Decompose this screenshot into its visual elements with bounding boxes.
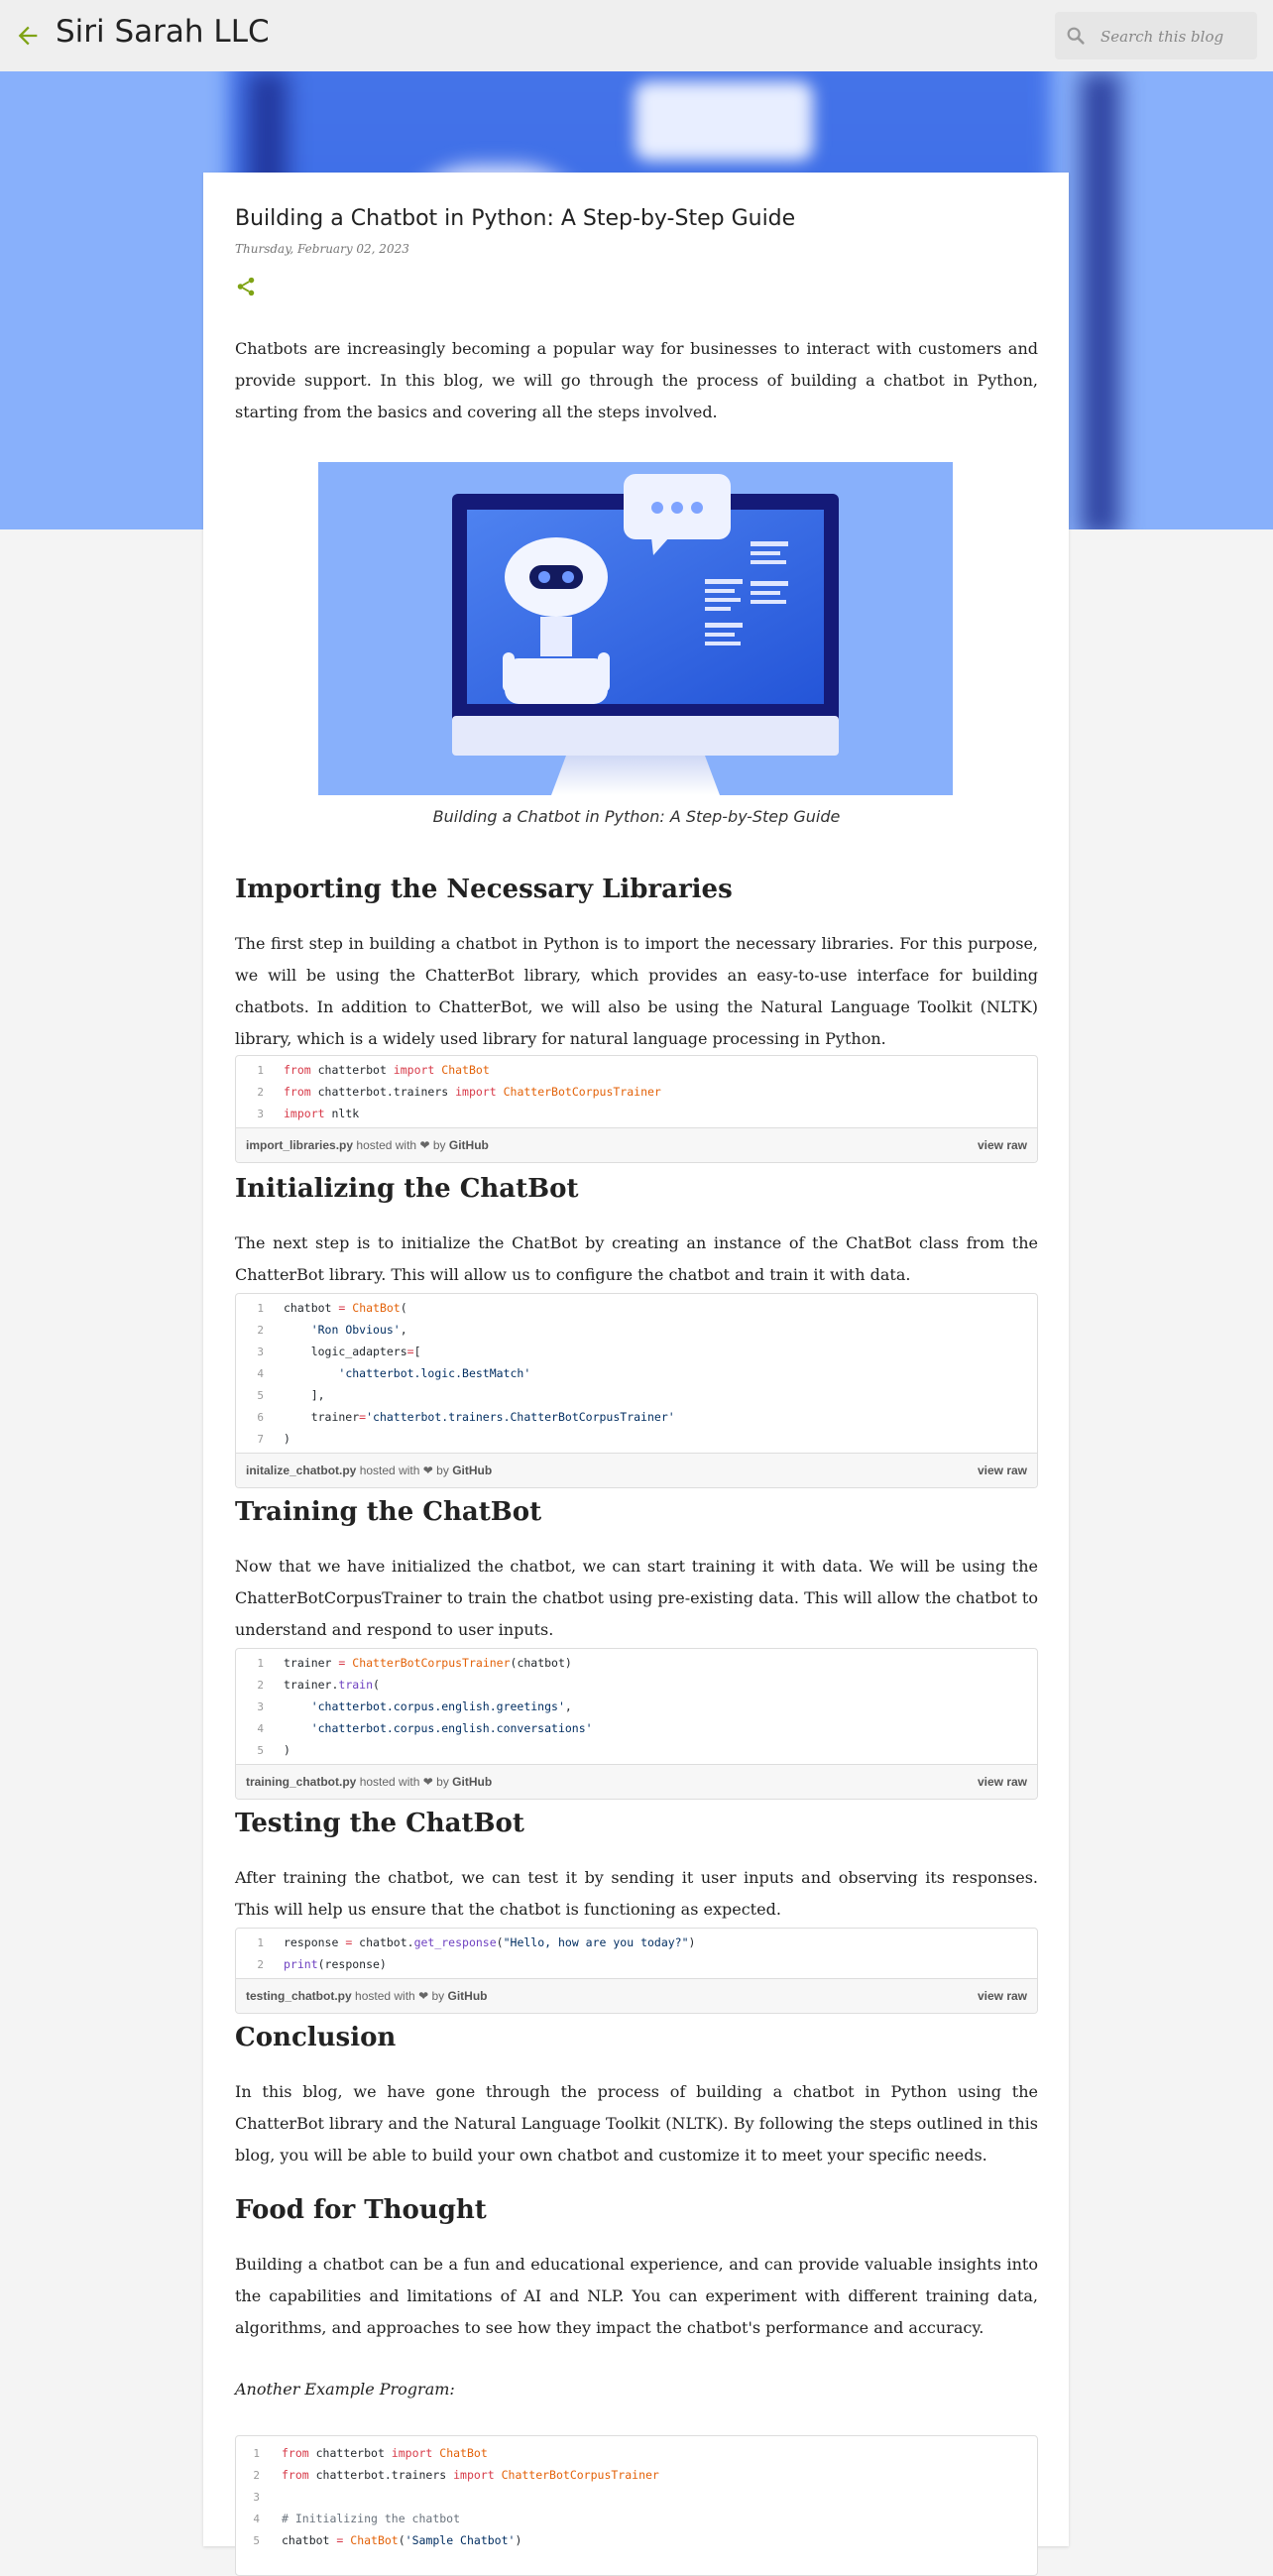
gist-code (236, 1929, 1037, 1978)
gist-by-text: by (432, 1138, 446, 1152)
code-line: 5 ) (257, 1743, 290, 1757)
share-icon[interactable] (235, 276, 257, 297)
code-line: 1 trainer = ChatterBotCorpusTrainer(chatbot) (257, 1656, 572, 1670)
search-box[interactable] (1055, 12, 1257, 59)
gist-embed (235, 1928, 1038, 2014)
search-input[interactable] (1099, 22, 1251, 52)
gist-hosted-text: hosted with (359, 1464, 420, 1477)
section-heading: Initializing the ChatBot (235, 1174, 579, 1204)
github-link[interactable]: GitHub (448, 1138, 489, 1152)
gist-embed (235, 2435, 1038, 2576)
section-paragraph: After training the chatbot, we can test it by sending it user inputs and observing its responses. This will help us ensure that the chatbot is functioning as expected. (235, 1868, 1038, 1919)
post-card (203, 173, 1069, 2546)
image-caption: Building a Chatbot in Python: A Step-by-Step Guide (432, 807, 841, 826)
gist-filename-link[interactable]: initalize_chatbot.py (246, 1464, 357, 1477)
code-line: 1 chatbot = ChatBot( (257, 1301, 407, 1315)
code-line: 4 # Initializing the chatbot (253, 2512, 461, 2525)
github-link[interactable]: GitHub (447, 1989, 488, 2003)
section-heading: Food for Thought (235, 2195, 487, 2225)
code-line: 7 ) (257, 1432, 290, 1446)
gist-hosted-text: hosted with (355, 1989, 415, 2003)
code-line: 3 logic_adapters=[ (257, 1345, 421, 1358)
gist-filename-link[interactable]: training_chatbot.py (246, 1775, 357, 1789)
heart-icon: ❤ (422, 1775, 433, 1789)
github-link[interactable]: GitHub (452, 1775, 493, 1789)
gist-embed (235, 1293, 1038, 1488)
view-raw-link[interactable]: view raw (977, 1989, 1027, 2003)
view-raw-link[interactable]: view raw (977, 1775, 1027, 1789)
gist-meta (236, 1127, 1037, 1162)
code-line: 3 (253, 2490, 260, 2504)
post-title: Building a Chatbot in Python: A Step-by-Step Guide (235, 206, 796, 231)
gist-hosted-text: hosted with (359, 1775, 420, 1789)
gist-code (236, 1649, 1037, 1764)
section-paragraph: Building a chatbot can be a fun and educational experience, and can provide valuable insights into the capabilities and limitations of AI and NLP. You can experiment with different training data, algorithms, and approaches to see how they impact the chatbot's performance and accuracy. (235, 2255, 1038, 2337)
code-line: 2 print(response) (257, 1957, 387, 1971)
section-paragraph: The next step is to initialize the ChatBot by creating an instance of the ChatBot class from the ChatterBot library. This will allow us to configure the chatbot and train it with data. (235, 1233, 1038, 1284)
gist-code (236, 1294, 1037, 1453)
code-line: 2 trainer.train( (257, 1678, 380, 1692)
top-bar (0, 0, 1273, 71)
heart-icon: ❤ (422, 1464, 433, 1477)
view-raw-link[interactable]: view raw (977, 1464, 1027, 1477)
banner-bubble (635, 81, 813, 161)
section-heading: Training the ChatBot (235, 1497, 542, 1527)
gist-meta (236, 1764, 1037, 1799)
code-line: 2 from chatterbot.trainers import ChatterBotCorpusTrainer (253, 2468, 659, 2482)
heart-icon: ❤ (418, 1989, 429, 2003)
code-line: 2 from chatterbot.trainers import ChatterBotCorpusTrainer (257, 1085, 661, 1099)
section-paragraph: In this blog, we have gone through the process of building a chatbot in Python using the ChatterBot library and the Natural Language Toolkit (NLTK). By following the steps outlined in this blog, you will be able to build your own chatbot and customize it to meet your specific needs. (235, 2082, 1038, 2165)
heart-icon: ❤ (419, 1138, 430, 1152)
gist-embed (235, 1055, 1038, 1163)
code-line: 1 from chatterbot import ChatBot (253, 2446, 488, 2460)
section-heading: Testing the ChatBot (235, 1809, 524, 1838)
gist-code (236, 1056, 1037, 1127)
post-date: Thursday, February 02, 2023 (235, 242, 409, 256)
gist-by-text: by (436, 1775, 449, 1789)
github-link[interactable]: GitHub (452, 1464, 493, 1477)
code-line: 5 chatbot = ChatBot('Sample Chatbot') (253, 2533, 522, 2547)
gist-filename-link[interactable]: import_libraries.py (246, 1138, 354, 1152)
code-line: 3 'chatterbot.corpus.english.greetings', (257, 1699, 572, 1713)
gist-meta (236, 1453, 1037, 1487)
section-paragraph: Now that we have initialized the chatbot, we can start training it with data. We will be using the ChatterBotCorpusTrainer to train the chatbot using pre-existing data. This will allow the chatbot to understand and respond to user inputs. (235, 1557, 1038, 1639)
illustration-graphic (318, 462, 953, 795)
section-paragraph: The first step in building a chatbot in Python is to import the necessary libraries. For this purpose, we will be using the ChatterBot library, which provides an easy-to-use interface for building chatbots. In addition to ChatterBot, we will also be using the Natural Language Toolkit (NLTK) library, which is a widely used library for natural language processing in Python. (235, 934, 1038, 1048)
gist-by-text: by (436, 1464, 449, 1477)
gist-filename-link[interactable]: testing_chatbot.py (246, 1989, 352, 2003)
arrow-left-icon[interactable] (14, 22, 42, 50)
gist-hosted-text: hosted with (356, 1138, 417, 1152)
view-raw-link[interactable]: view raw (977, 1138, 1027, 1152)
example-label: Another Example Program: (235, 2380, 455, 2399)
code-line: 2 'Ron Obvious', (257, 1323, 407, 1337)
gist-embed (235, 1648, 1038, 1800)
gist-by-text: by (431, 1989, 445, 2003)
search-icon[interactable] (1065, 25, 1087, 47)
section-heading: Conclusion (235, 2023, 397, 2052)
code-line: 1 from chatterbot import ChatBot (257, 1063, 490, 1077)
code-line: 3 import nltk (257, 1107, 360, 1120)
gist-code (236, 2436, 1037, 2554)
intro-paragraph: Chatbots are increasingly becoming a popular way for businesses to interact with customers and provide support. In this blog, we will go through the process of building a chatbot in Python, starting from the basics and covering all the steps involved. (235, 339, 1038, 421)
code-line: 6 trainer='chatterbot.trainers.ChatterBotCorpusTrainer' (257, 1410, 675, 1424)
code-line: 4 'chatterbot.corpus.english.conversations' (257, 1721, 593, 1735)
code-line: 5 ], (257, 1388, 325, 1402)
gist-meta (236, 1978, 1037, 2013)
chatbot-illustration[interactable] (318, 462, 953, 795)
site-title[interactable]: Siri Sarah LLC (56, 14, 270, 50)
code-line: 1 response = chatbot.get_response("Hello, how are you today?") (257, 1935, 696, 1949)
code-line: 4 'chatterbot.logic.BestMatch' (257, 1366, 531, 1380)
section-heading: Importing the Necessary Libraries (235, 875, 733, 904)
